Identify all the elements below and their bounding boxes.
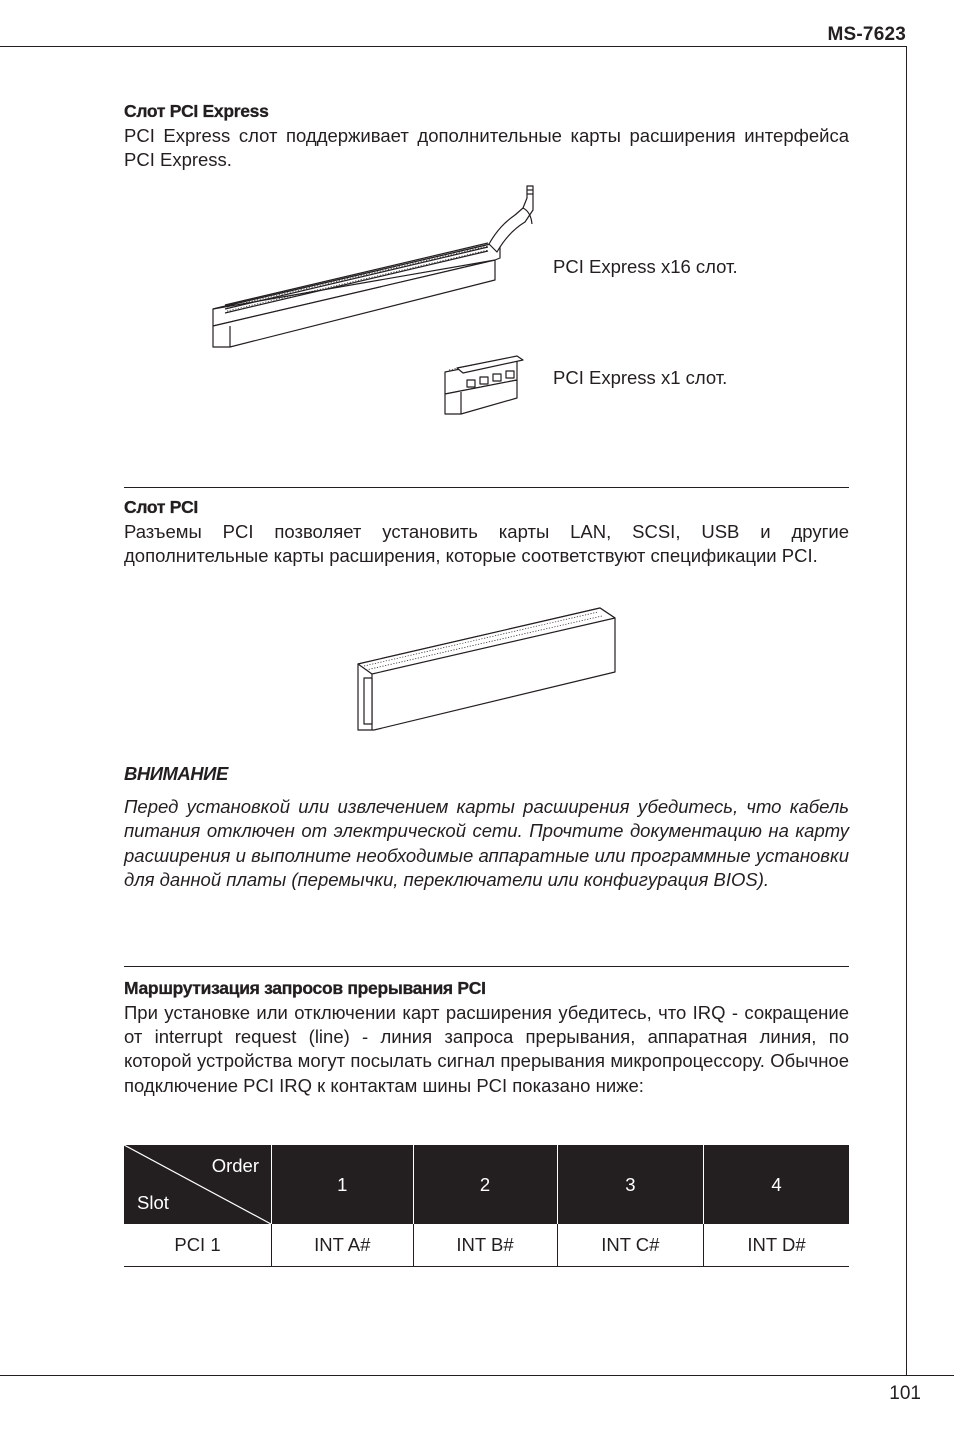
footer-rule [0, 1375, 954, 1376]
table-corner-cell [124, 1145, 272, 1224]
table-corner-order-label: Order [211, 1155, 259, 1176]
table-cell: INT A# [272, 1224, 414, 1267]
pcie-x16-slot-icon [213, 186, 533, 347]
pcie-x1-slot-icon [445, 356, 523, 414]
irq-section-body: При установке или отключении карт расширения убедитесь, что IRQ - сокращение от interrupt request (line) - линия запроса прерывания, аппаратная линия, по которой устройства могут посылать сигнал прерывания микропроцессору. Обычное подключение PCI IRQ к контактам шины PCI показано ниже: [124, 1002, 849, 1096]
section-divider [124, 966, 849, 967]
table-corner-slot-label: Slot [137, 1192, 169, 1213]
pcie-section-body: PCI Express слот поддерживает дополнительные карты расширения интерфейса PCI Express. [124, 125, 849, 171]
pcie-x16-caption: PCI Express x16 слот. [553, 256, 738, 277]
table-slot-cell: PCI 1 [124, 1224, 272, 1267]
table-header-cell: 3 [557, 1145, 704, 1224]
section-divider [124, 487, 849, 488]
pcie-slots-illustration [205, 180, 565, 420]
warning-title: ВНИМАНИЕ [124, 763, 228, 784]
table-cell: INT B# [413, 1224, 557, 1267]
warning-body: Перед установкой или извлечением карты расширения убедитесь, что кабель питания отключен от электрической сети. Прочтите документацию на карту расширения и выполните необходимые аппаратные или программные установки для данной платы (перемычки, переключатели или конфигурация BIOS). [124, 796, 849, 890]
table-cell: INT D# [704, 1224, 849, 1267]
header-rule [0, 46, 907, 47]
table-cell: INT C# [557, 1224, 704, 1267]
pci-section-body: Разъемы PCI позволяет установить карты LAN, SCSI, USB и другие дополнительные карты расширения, которые соответствуют спецификации PCI. [124, 521, 849, 567]
table-header-cell: 4 [704, 1145, 849, 1224]
table-header-cell: 1 [272, 1145, 414, 1224]
model-number: MS-7623 [827, 24, 906, 45]
pci-section-title: Слот PCI [124, 497, 198, 517]
pcie-section-title: Слот PCI Express [124, 101, 269, 121]
page-number: 101 [889, 1383, 921, 1404]
margin-rule [906, 46, 907, 1376]
irq-section-title: Маршрутизация запросов прерывания PCI [124, 978, 486, 998]
table-header-row [124, 1145, 849, 1224]
irq-table [124, 1145, 849, 1267]
table-header-cell: 2 [413, 1145, 557, 1224]
table-row [124, 1224, 849, 1267]
pcie-x1-caption: PCI Express x1 слот. [553, 367, 728, 388]
pci-slot-icon [350, 600, 625, 735]
